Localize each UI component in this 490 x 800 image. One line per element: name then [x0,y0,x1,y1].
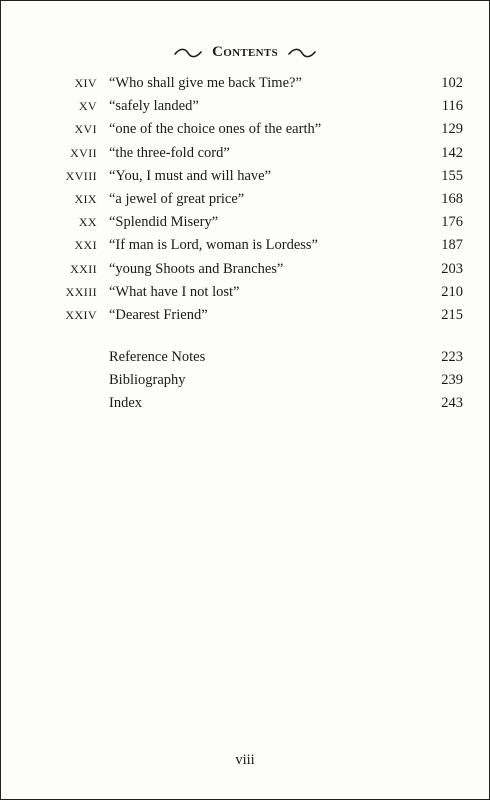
page-number: 129 [441,121,463,138]
toc-entry-xiv [1,72,489,95]
back-matter-title: Reference Notes [109,349,206,365]
chapter-list [1,72,489,327]
toc-entry-xxi [1,234,489,257]
page-number: 102 [441,75,463,91]
chapter-title: “safely landed” [109,98,199,115]
page-number: 203 [441,260,463,277]
page-number: 239 [441,372,463,389]
toc-entry-index [1,392,489,415]
chapter-title: “a jewel of great price” [109,190,245,207]
chapter-title: “What have I not lost” [109,283,240,300]
page-folio: viii [235,752,255,768]
chapter-number: XXI [74,238,97,253]
back-matter-title: Bibliography [109,372,186,389]
toc-entry-xv [1,95,489,118]
page-title: Contents [212,44,278,60]
toc-entry-xviii [1,165,489,188]
page-number: 210 [441,283,463,300]
chapter-number: XIV [74,76,97,90]
chapter-number: XIX [74,191,97,206]
toc-entry-xx [1,211,489,234]
page-number: 155 [441,167,463,184]
page-number: 176 [441,214,463,231]
page-number: 116 [441,98,463,115]
chapter-title: “young Shoots and Branches” [109,260,284,277]
toc-entry-reference-notes [1,346,489,369]
chapter-number: XVIII [65,168,97,183]
chapter-title: “one of the choice ones of the earth” [109,121,322,138]
chapter-title: “Dearest Friend” [109,306,208,323]
chapter-number: XVI [74,122,97,137]
chapter-number: XXIII [65,284,97,299]
toc-entry-xxiii [1,281,489,304]
chapter-title: “Who shall give me back Time?” [109,75,302,91]
chapter-number: XV [78,99,97,114]
back-matter-list [1,346,489,416]
toc-entry-xxiv [1,304,489,327]
contents-heading [1,44,489,61]
toc-entry-xvi [1,118,489,141]
swash-ornament-left-icon [174,48,202,58]
page-number: 243 [441,395,463,412]
chapter-title: “You, I must and will have” [109,167,272,184]
page-number: 142 [441,144,463,161]
page-number: 215 [441,306,463,323]
chapter-number: XXIV [65,307,97,322]
chapter-title: “the three-fold cord” [109,144,230,161]
page-number: 223 [441,349,463,365]
chapter-title: “Splendid Misery” [109,214,219,231]
toc-entry-xxii [1,258,489,281]
page-number: 168 [441,190,463,207]
page-number: 187 [441,237,463,254]
toc-entry-xvii [1,142,489,165]
toc-entry-bibliography [1,369,489,392]
toc-entry-xix [1,188,489,211]
chapter-title: “If man is Lord, woman is Lordess” [109,237,318,254]
swash-ornament-right-icon [288,48,316,58]
chapter-number: XXII [70,261,97,276]
back-matter-title: Index [109,395,143,412]
chapter-number: XVII [70,145,97,160]
chapter-number: XX [78,215,97,230]
